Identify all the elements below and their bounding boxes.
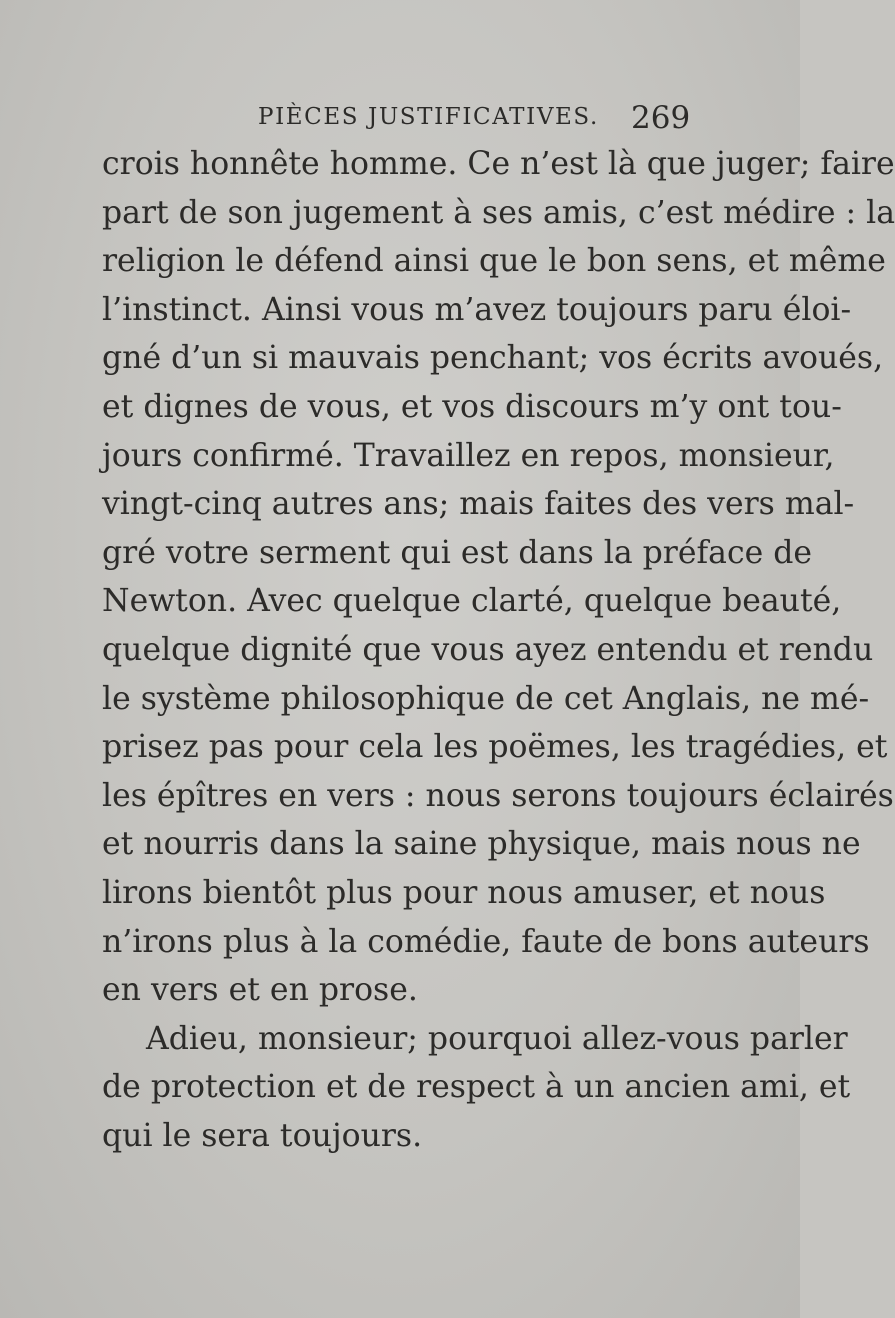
text-line: quelque dignité que vous ayez entendu et rendu <box>102 631 874 668</box>
text-line: gné d’un si mauvais penchant; vos écrits avoués, <box>102 340 884 377</box>
text-line: gré votre serment qui est dans la préface de <box>102 534 813 571</box>
text-line: de protection et de respect à un ancien ami, et <box>102 1069 851 1106</box>
text-line: prisez pas pour cela les poëmes, les tragédies, et <box>102 729 888 766</box>
text-line: le système philosophique de cet Anglais, ne mé- <box>102 680 870 717</box>
page-number: 269 <box>631 100 691 136</box>
text-line: vingt-cinq autres ans; mais faites des vers mal- <box>102 486 855 523</box>
text-line: crois honnête homme. Ce n’est là que juger; faire <box>102 146 895 182</box>
text-line: lirons bientôt plus pour nous amuser, et nous <box>102 874 826 911</box>
text-line: jours confirmé. Travaillez en repos, monsieur, <box>102 437 835 474</box>
text-line: part de son jugement à ses amis, c’est médire : la <box>102 194 895 231</box>
text-line: les épîtres en vers : nous serons toujours éclairés <box>102 777 894 814</box>
text-line: en vers et en prose. <box>102 972 418 1009</box>
text-line: et nourris dans la saine physique, mais nous ne <box>102 826 861 863</box>
text-line: Adieu, monsieur; pourquoi allez-vous parler <box>146 1020 848 1057</box>
body-text <box>102 140 895 1160</box>
running-head: PIÈCES JUSTIFICATIVES. <box>258 104 599 130</box>
text-line: qui le sera toujours. <box>102 1117 423 1154</box>
text-line: n’irons plus à la comédie, faute de bons auteurs <box>102 923 870 960</box>
text-line: l’instinct. Ainsi vous m’avez toujours paru éloi- <box>102 291 852 328</box>
text-line: Newton. Avec quelque clarté, quelque beauté, <box>102 583 842 620</box>
text-line: et dignes de vous, et vos discours m’y ont tou- <box>102 388 842 425</box>
page-header <box>0 100 800 144</box>
text-line: religion le défend ainsi que le bon sens, et même <box>102 243 886 280</box>
